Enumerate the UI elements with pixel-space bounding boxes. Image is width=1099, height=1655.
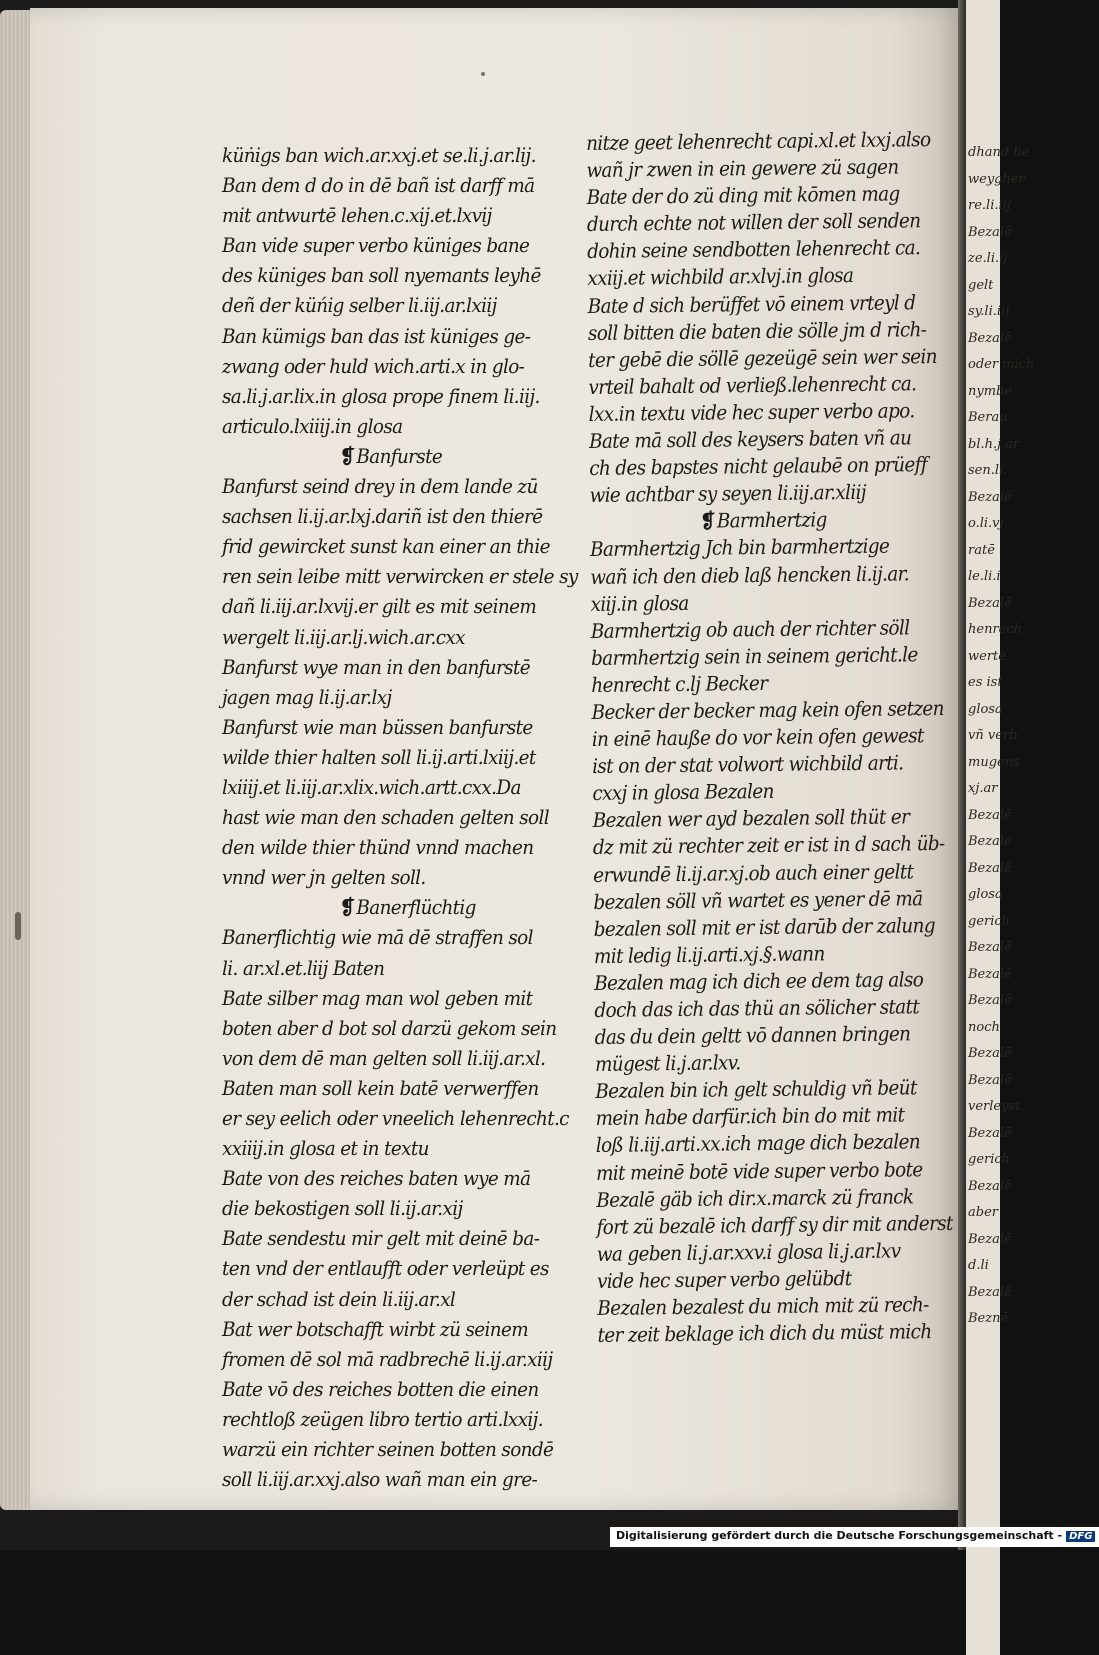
next-page-fragment: le.li.i [968,569,1001,584]
text-line [588,316,929,347]
line-text: xxiiij.in glosa et in textu [222,1136,429,1161]
next-page-fragment: vñ verb [968,728,1018,743]
text-line [595,1074,936,1105]
right-text-column [586,126,953,1349]
line-text: Bate mā soll des keysers baten vñ au [588,425,912,454]
line-text: Bate von des reiches baten wye mā [222,1166,531,1191]
text-line [222,230,576,260]
line-text: er sey eelich oder vneelich lehenrecht.c [222,1106,569,1130]
line-text: wañ jr zwen in ein gewere zü sagen [586,154,899,183]
line-text: henrecht c.lj Becker [591,670,768,697]
text-line [590,533,931,564]
text-line [222,591,576,621]
text-line [222,200,576,230]
line-text: Banerflüchtig [356,895,476,920]
line-text: Bat wer botschafft wirbt zü seinem [222,1316,529,1341]
text-line [594,966,935,997]
dfg-logo: DFG [1066,1531,1095,1542]
next-page-fragment: weygher [968,171,1025,187]
next-page-fragment: Bezalē [968,1231,1012,1247]
text-line [589,424,930,455]
line-text: Ban vide super verbo küniges bane [222,233,530,258]
pilcrow-icon: ❡ [339,895,355,920]
line-text: doch das ich das thü an sölicher statt [594,994,920,1022]
line-text: Barmhertzig Jch bin barmhertzige [589,533,890,562]
text-line [595,1047,936,1078]
line-text: xiij.in glosa [590,590,689,616]
text-line [222,1404,576,1434]
line-text: sa.li.j.ar.lix.in glosa prope finem li.iij. [222,383,540,408]
text-line [596,1183,937,1214]
text-line [222,772,576,802]
text-line [588,343,937,374]
line-text: barmhertzig sein in seinem gericht.le [590,642,918,670]
line-text: dz mit zü rechter zeit er ist in d sach üb- [592,831,945,860]
line-text: Barmhertzig ob auch der richter söll [590,615,910,643]
text-line [222,652,576,682]
text-line [591,668,932,699]
text-line [591,695,944,726]
text-line [586,126,931,157]
line-text: Banfurst wie man büssen banfurste [222,714,533,739]
next-page-fragment: d.li [968,1258,989,1273]
line-text: wie achtbar sy seyen li.iij.ar.xliij [589,480,866,508]
section-heading [222,892,576,922]
line-text: lxx.in textu vide hec super verbo apo. [588,398,915,426]
line-text: warzü ein richter seinen botten sondē [222,1437,554,1462]
text-line [587,207,928,238]
line-text: Bezalen bezalest du mich mit zü rech- [597,1292,929,1320]
next-page-fragment: Bezalē [968,1125,1012,1141]
line-text: Ban dem d do in dē bañ ist darff mā [222,173,535,198]
text-line [222,531,576,561]
pilcrow-icon: ❡ [700,508,716,534]
line-text: ist on der stat volwort wichbild arti. [592,750,904,779]
text-line [222,351,576,381]
text-line [222,381,576,411]
text-line [222,170,576,200]
line-text: nitze geet lehenrecht capi.xl.et lxxj.also [586,127,931,155]
line-text: Bate der do zü ding mit kōmen mag [586,181,900,210]
text-line [222,712,576,742]
text-line [222,622,576,652]
line-text: Barmhertzig [716,507,827,533]
text-line [593,885,934,916]
line-text: jagen mag li.ij.ar.lxj [222,684,392,709]
next-page-fragment: verleyst [968,1099,1021,1114]
text-line [596,1210,953,1241]
text-line [222,1434,576,1464]
line-text: Bate sendestu mir gelt mit deinē ba- [222,1226,540,1251]
next-page-fragment: Bezalē [968,966,1012,982]
text-line [222,561,576,591]
line-text: soll li.iij.ar.xxj.also wañ man ein gre- [222,1467,538,1492]
next-page-fragment: gerich [968,1152,1011,1167]
text-line [222,1284,576,1314]
line-text: loß li.iij.arti.xx.ich mage dich bezalen [595,1129,921,1158]
line-text: vrteil bahalt od verließ.lehenrecht ca. [588,371,917,399]
line-text: li. ar.xl.et.liij Baten [222,955,385,980]
line-text: wa geben li.j.ar.xxv.i glosa li.j.ar.lxv [596,1238,901,1266]
text-line [222,1314,576,1344]
text-line [222,1344,576,1374]
next-page-fragment: glosa [968,887,1003,902]
line-text: Ban kümigs ban das ist küniges ge- [222,323,531,348]
line-text: bezalen söll vñ wartet es yener dē mā [593,885,923,914]
line-text: ten vnd der entlaufft oder verleüpt es [222,1256,549,1281]
digitization-credit [610,1527,1099,1547]
next-page-fragment: gerich [968,913,1011,929]
text-line [596,1129,937,1160]
line-text: Banfurste [356,443,443,468]
text-line [222,471,576,501]
text-line [222,1163,576,1193]
text-line [222,953,576,983]
line-text: ch des bapstes nicht gelaubē on prüeff [589,452,928,481]
text-line [597,1318,938,1349]
line-text: lxiiij.et li.iij.ar.xlix.wich.artt.cxx.Da [222,774,521,799]
text-line [589,478,930,509]
line-text: Becker der becker mag kein ofen setzen [591,695,944,724]
line-text: die bekostigen soll li.ij.ar.xij [222,1196,463,1221]
text-line [222,802,576,832]
text-line [591,614,932,645]
credit-text: Digitalisierung gefördert durch die Deutsche Forschungsgemeinschaft - [616,1529,1063,1542]
line-text: xxiij.et wichbild ar.xlvj.in glosa [587,263,854,291]
line-text: Banerflichtig wie mā dē straffen sol [222,925,533,950]
next-page-fragment: werte [968,648,1006,664]
section-heading [590,505,931,536]
line-text: soll bitten die baten die sölle jm d rich- [587,316,927,345]
next-page-fragment: noch [968,1019,1000,1035]
text-line [588,289,929,320]
line-text: dohin seine sendbotten lehenrecht ca. [587,235,921,264]
text-line [222,1133,576,1163]
next-page-fragment: henrech [968,622,1022,637]
line-text: bezalen soll mit er ist darūb der zalung [593,912,936,941]
text-line [222,501,576,531]
line-text: deñ der küńig selber li.iij.ar.lxiij [222,293,497,318]
text-line [593,803,934,834]
line-text: frid gewircket sunst kan einer an thie [222,534,550,559]
next-page-fragment: ratē [968,542,995,558]
line-text: in einē hauße do vor kein ofen gewest [591,723,924,752]
next-page-fragment: mugens [968,754,1020,770]
line-text: Bezalē gäb ich dir.x.marck zü franck [596,1183,914,1212]
line-text: Bate d sich berüffet vō einem vrteyl d [587,289,916,318]
next-page-fragment: gelt [968,277,994,293]
text-line [222,742,576,772]
next-page-fragment: o.li.vj [968,516,1004,531]
text-line [597,1291,938,1322]
next-page-fragment: re.li.iij [968,198,1011,213]
next-page-fragment: Bezalē [968,1046,1012,1061]
line-text: mein habe darfür.ich bin do mit mit [595,1102,905,1131]
line-text: mügest li.j.ar.lxv. [594,1050,741,1077]
line-text: articulo.lxiiij.in glosa [222,413,403,438]
section-heading [222,441,576,471]
next-page-edge [966,0,1035,1655]
text-line [596,1156,937,1187]
next-page-fragment: xj.ar [968,781,998,796]
text-line [222,1223,576,1253]
line-text: Bezalen mag ich dich ee dem tag also [594,967,924,995]
line-text: sachsen li.ij.ar.lxj.dariñ ist den thierē [222,504,543,529]
line-text: ter zeit beklage ich dich du müst mich [597,1319,932,1348]
text-line [588,370,929,401]
next-page-fragment: Bezale [968,834,1012,849]
next-page-fragment: sy.li.iij [968,304,1010,319]
line-text: das du dein geltt vō dannen bringen [594,1021,911,1050]
line-text: wilde thier halten soll li.ij.arti.lxiij.et [222,744,536,769]
text-line [592,722,933,753]
left-text-column [222,140,576,1494]
line-text: mit meinē botē vide super verbo bote [595,1156,923,1185]
text-line [592,749,933,780]
text-line [587,180,928,211]
line-text: der schad ist dein li.iij.ar.xl [222,1286,456,1311]
text-line [591,641,932,672]
pilcrow-icon: ❡ [339,443,355,468]
text-line [222,1253,576,1283]
text-line [589,451,930,482]
next-page-fragment: aber [968,1205,998,1220]
text-line [589,397,930,428]
text-line [594,912,935,943]
line-text: vide hec super verbo gelübdt [596,1265,852,1293]
next-page-fragment: Bezalē [968,330,1012,346]
line-text: küṅigs ban wich.ar.xxj.et se.li.j.ar.lij. [222,143,536,167]
next-page-fragment: Bezalē [968,595,1012,611]
line-text: Bezalen wer ayd bezalen soll thüt er [592,804,910,833]
text-line [595,1020,936,1051]
next-page-fragment: sen.li. [968,463,1008,478]
line-text: mit ledig li.ij.arti.xj.§.wann [593,941,825,968]
line-text: mit antwurtē lehen.c.xij.et.lxvij [222,203,492,228]
next-page-fragment: Bezalē [968,860,1012,876]
text-line [222,832,576,862]
text-line [222,140,576,170]
text-line [222,1193,576,1223]
next-page-fragment: es ist [968,675,1003,690]
line-text: des küniges ban soll nyemants leyhē [222,263,541,288]
next-page-fragment: Bezalē [968,224,1012,240]
text-line [586,153,927,184]
text-line [597,1237,938,1268]
next-page-fragment: nymbe [968,383,1013,399]
text-line [222,1073,576,1103]
line-text: wañ ich den dieb laß hencken li.ij.ar. [590,560,910,589]
next-page-fragment: oder mich [968,357,1035,372]
text-line [590,587,931,618]
text-line [222,983,576,1013]
text-line [222,1103,576,1133]
page-edge-mark [15,912,21,940]
next-page-fragment: bl.h.j.ar [968,436,1020,452]
line-text: ter gebē die söllē gezeügē sein wer sein [588,343,937,372]
line-text: cxxj in glosa Bezalen [592,779,774,806]
next-page-fragment: Bezalē [968,940,1012,955]
next-page-fragment: Bezalē [968,807,1012,823]
text-line [222,862,576,892]
line-text: durch echte not willen der soll senden [586,208,921,237]
line-text: boten aber d bot sol darzü gekom sein [222,1015,557,1040]
paper-speck [481,72,485,76]
text-line [587,234,928,265]
next-page-fragment: dhand be [968,145,1030,160]
next-page-fragment: Bezalē [968,489,1012,505]
next-page-fragment: Bezalē [968,1178,1012,1194]
line-text: ren sein leibe mitt verwircken er stele sy [222,564,578,589]
line-text: zwang oder huld wich.arti.x in glo- [222,353,525,378]
text-line [222,1374,576,1404]
text-line [222,321,576,351]
line-text: fort zü bezalē ich darff sy dir mit anderst [596,1210,953,1239]
text-line [222,411,576,441]
text-line [587,262,928,293]
text-line [594,993,935,1024]
text-line [590,560,931,591]
line-text: erwundē li.ij.ar.xj.ob auch einer geltt [593,858,914,887]
line-text: von dem dē man gelten soll li.iij.ar.xl. [222,1045,546,1070]
text-line [222,1464,576,1494]
line-text: rechtloß zeügen libro tertio arti.lxxij. [222,1406,543,1431]
line-text: Baten man soll kein batē verwerffen [222,1075,539,1100]
text-line [597,1264,938,1295]
next-page-fragment: Bezalē [968,993,1012,1008]
next-page-fragment: Berau [968,410,1008,425]
line-text: Bate vō des reiches botten die einen [222,1376,539,1401]
line-text: wergelt li.iij.ar.lj.wich.ar.cxx [222,624,465,649]
text-line [594,939,935,970]
line-text: dañ li.iij.ar.lxvij.er gilt es mit seinem [222,594,537,619]
line-text: Bate silber mag man wol geben mit [222,985,533,1010]
next-page-fragment: ze.li.ij [968,251,1008,266]
next-page-fragment: Bezalē [968,1072,1012,1088]
line-text: Banfurst wye man in den banfurstē [222,654,530,679]
line-text: hast wie man den schaden gelten soll [222,805,549,830]
text-line [595,1101,936,1132]
line-text: Bezalen bin ich gelt schuldig vñ beüt [595,1075,917,1104]
text-line [222,922,576,952]
next-page-fragment: Bezalē [968,1284,1012,1300]
line-text: vnnd wer jn gelten soll. [222,865,426,890]
text-line [592,831,945,862]
next-page-fragment: Beznē [968,1311,1009,1326]
text-line [593,858,934,889]
text-line [222,1013,576,1043]
text-line [222,290,576,320]
text-line [222,682,576,712]
next-page-fragment: glosa [968,701,1003,717]
text-line [222,260,576,290]
line-text: Banfurst seind drey in dem lande zū [222,474,538,499]
text-line [222,1043,576,1073]
text-line [592,776,933,807]
line-text: den wilde thier thünd vnnd machen [222,835,534,860]
line-text: fromen dē sol mā radbrechē li.ij.ar.xiij [222,1346,553,1371]
